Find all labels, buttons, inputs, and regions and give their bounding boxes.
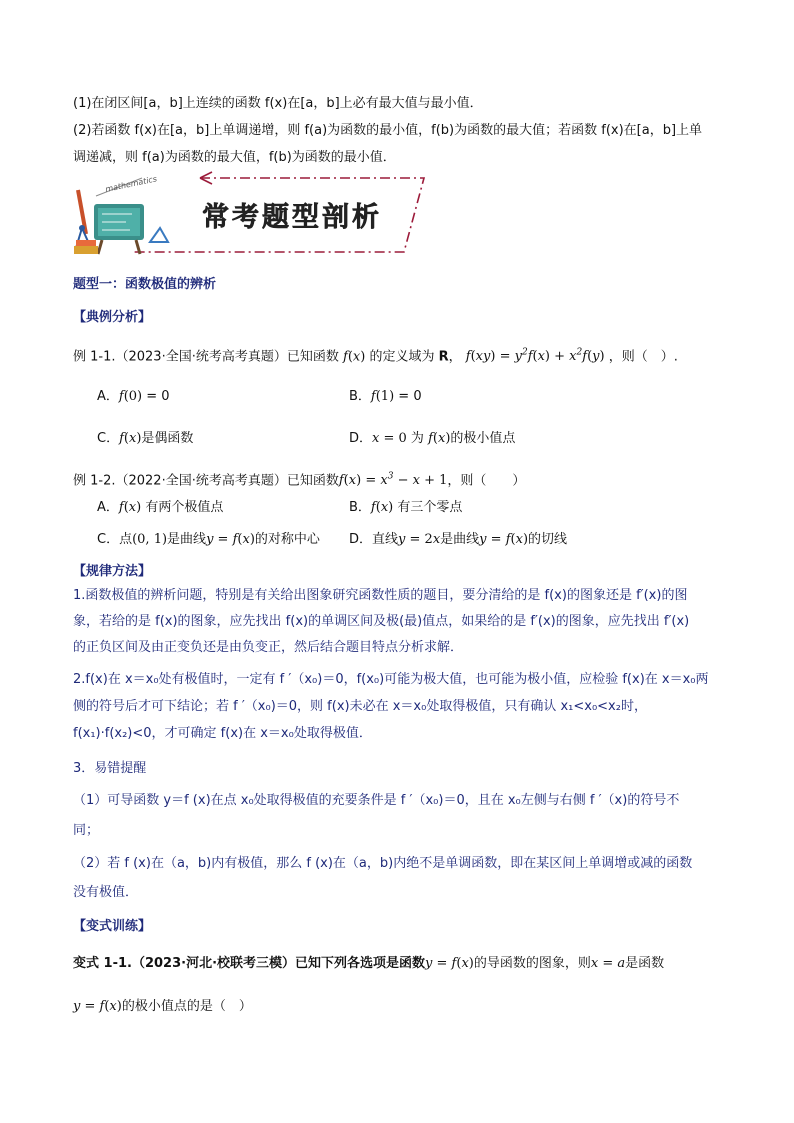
method-p2-line-2: 侧的符号后才可下结论；若 f ′（x₀)＝0，则 f(x)未必在 x＝x₀处取得极值，只有确认 x₁<x₀<x₂时， <box>73 699 647 714</box>
method-p2-line-1: 2.f(x)在 x＝x₀处有极值时，一定有 f ′（x₀)＝0，f(x₀)可能为极大值，也可能为极小值，应检验 f(x)在 x＝x₀两 <box>73 672 709 687</box>
example-1-1-stem: 例 1-1.（2023·全国·统考高考真题）已知函数 f(x) 的定义域为 R， $f(xy) = y^2f(x) + x^2f(y)$ ，则（ ）. <box>73 348 678 365</box>
example-1-2-stem: 例 1-2.（2022·全国·统考高考真题）已知函数$f(x) = x^3 - x + 1$，则（ ） <box>73 472 526 489</box>
method-p1-line-2: 象，若给的是 f(x)的图象，应先找出 f(x)的单调区间及极(最)值点，如果给的是 f′(x)的图象，应先找出 f′(x) <box>73 614 690 629</box>
method-p2-line-3: f(x₁)·f(x₂)<0，才可确定 f(x)在 x＝x₀处取得极值． <box>73 726 372 741</box>
method-p1-line-1: 1.函数极值的辨析问题，特别是有关给出图象研究函数性质的题目，要分清给的是 f(x)的图象还是 f′(x)的图 <box>73 588 688 603</box>
method-p4-line-2: 同； <box>73 823 100 838</box>
typical-analysis-label: 【典例分析】 <box>73 310 152 325</box>
section-banner <box>72 168 452 260</box>
logo-text: mathematics <box>104 174 158 194</box>
option-1-1-c: C．f(x)是偶函数 <box>97 431 194 446</box>
option-1-2-b: B．f(x) 有三个零点 <box>349 500 463 515</box>
method-p3: 3．易错提醒 <box>73 761 147 776</box>
banner-title: 常考题型剖析 <box>202 202 382 233</box>
method-p5-line-2: 没有极值． <box>73 885 139 900</box>
option-1-1-b: B．f(1) = 0 <box>349 389 422 404</box>
variant-1-1-stem-line-2: y = f(x)的极小值点的是（ ） <box>73 999 252 1014</box>
option-1-1-a: A．f(0) = 0 <box>97 389 170 404</box>
method-p1-line-3: 的正负区间及由正变负还是由负变正，然后结合题目特点分析求解． <box>73 640 464 655</box>
option-1-2-c: C．点(0, 1)是曲线y = f(x)的对称中心 <box>97 532 320 547</box>
banner-graphic <box>72 168 452 260</box>
method-p4-line-1: （1）可导函数 y＝f (x)在点 x₀处取得极值的充要条件是 f ′（x₀)＝0，且在 x₀左侧与右侧 f ′（x)的符号不 <box>73 793 680 808</box>
variant-label: 【变式训练】 <box>73 919 152 934</box>
option-1-1-d: D．x = 0 为 f(x)的极小值点 <box>349 431 516 446</box>
method-label: 【规律方法】 <box>73 564 152 579</box>
option-1-2-a: A．f(x) 有两个极值点 <box>97 500 224 515</box>
section-title: 题型一：函数极值的辨析 <box>73 277 217 292</box>
intro-line-1: (1)在闭区间[a，b]上连续的函数 f(x)在[a，b]上必有最大值与最小值． <box>73 96 483 111</box>
method-p5-line-1: （2）若 f (x)在（a，b)内有极值，那么 f (x)在（a，b)内绝不是单调函数，即在某区间上单调增或减的函数 <box>73 856 693 871</box>
variant-1-1-stem: 变式 1-1.（2023·河北·校联考三模）已知下列各选项是函数y = f(x)的导函数的图象，则x = a是函数 <box>73 956 665 971</box>
intro-line-2: (2)若函数 f(x)在[a，b]上单调递增，则 f(a)为函数的最小值，f(b)为函数的最大值；若函数 f(x)在[a，b]上单 <box>73 123 703 138</box>
option-1-2-d: D．直线y = 2x是曲线y = f(x)的切线 <box>349 532 568 547</box>
intro-line-3: 调递减，则 f(a)为函数的最大值，f(b)为函数的最小值． <box>73 150 396 165</box>
math-tools-icon <box>74 174 168 254</box>
